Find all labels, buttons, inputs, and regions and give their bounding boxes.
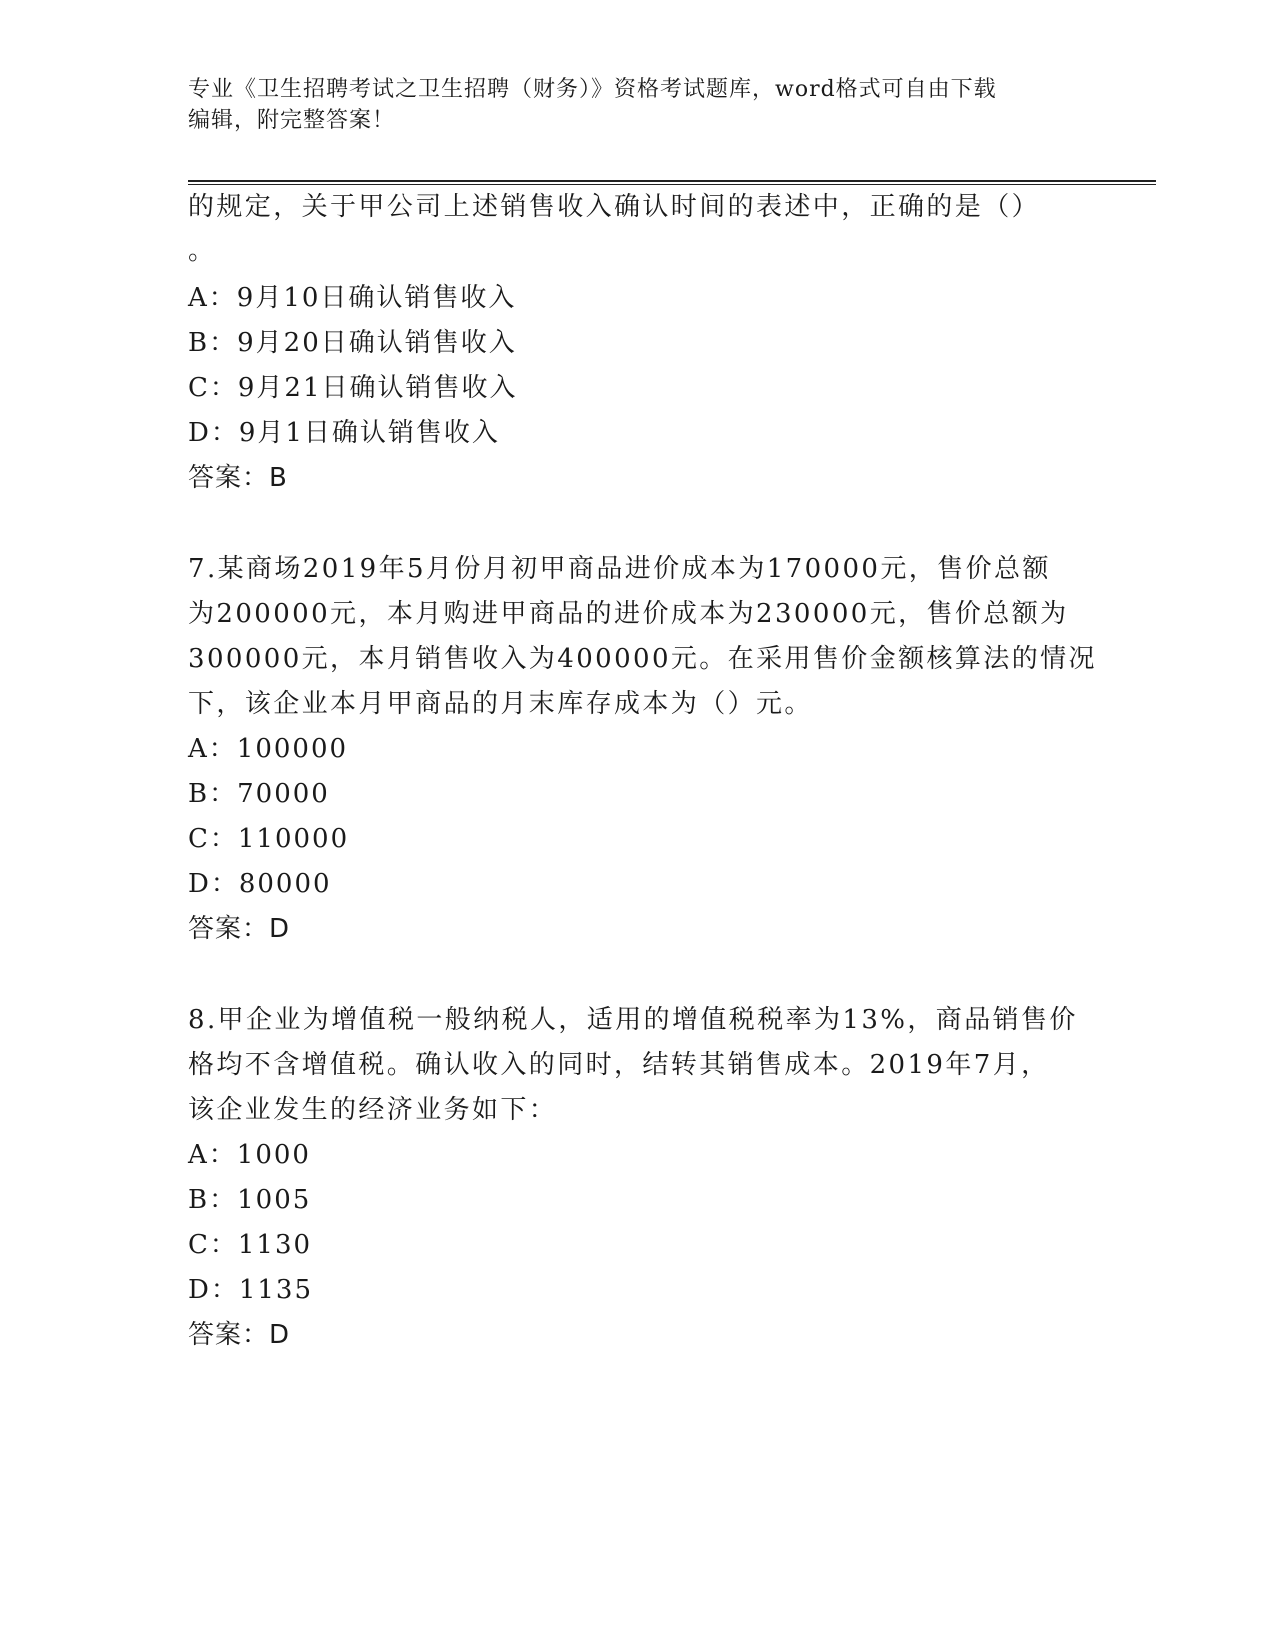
q8-stem-line: 格均不含增值税。确认收入的同时，结转其销售成本。2019年7月， <box>188 1050 1050 1080</box>
q6-option-c: C：9月21日确认销售收入 <box>188 373 518 403</box>
q8-option-c: C：1130 <box>188 1230 313 1260</box>
q7-option-d: D：80000 <box>188 869 332 899</box>
q8-option-b: B：1005 <box>188 1185 312 1215</box>
header-line-2: 编辑，附完整答案！ <box>188 108 396 133</box>
q8-option-a: A：1000 <box>188 1140 311 1170</box>
q6-option-d: D：9月1日确认销售收入 <box>188 418 500 448</box>
header-line-1: 专业《卫生招聘考试之卫生招聘（财务）》资格考试题库，word格式可自由下载 <box>188 77 997 102</box>
q6-option-b: B：9月20日确认销售收入 <box>188 328 517 358</box>
document-header <box>188 74 1088 136</box>
header-divider-thin <box>188 184 1156 185</box>
q7-option-b: B：70000 <box>188 779 330 809</box>
header-divider-thick <box>188 180 1156 182</box>
q8-option-d: D：1135 <box>188 1275 314 1305</box>
q6-stem-line: 。 <box>188 236 217 266</box>
q7-answer: 答案：D <box>188 914 291 944</box>
q6-option-a: A：9月10日确认销售收入 <box>188 283 517 313</box>
q7-option-c: C：110000 <box>188 824 350 854</box>
q8-stem-line: 8.甲企业为增值税一般纳税人，适用的增值税税率为13%，商品销售价 <box>188 1005 1078 1035</box>
q7-stem-line: 300000元，本月销售收入为400000元。在采用售价金额核算法的情况 <box>188 644 1097 674</box>
q7-stem-line: 为200000元，本月购进甲商品的进价成本为230000元，售价总额为 <box>188 599 1069 629</box>
q7-option-a: A：100000 <box>188 734 349 764</box>
q8-answer: 答案：D <box>188 1320 291 1350</box>
q6-answer: 答案：B <box>188 463 288 493</box>
q8-stem-line: 该企业发生的经济业务如下： <box>188 1095 558 1125</box>
q7-stem-line: 下，该企业本月甲商品的月末库存成本为（）元。 <box>188 689 813 719</box>
q6-stem-line: 的规定，关于甲公司上述销售收入确认时间的表述中，正确的是（） <box>188 192 1041 222</box>
q7-stem-line: 7.某商场2019年5月份月初甲商品进价成本为170000元，售价总额 <box>188 554 1051 584</box>
